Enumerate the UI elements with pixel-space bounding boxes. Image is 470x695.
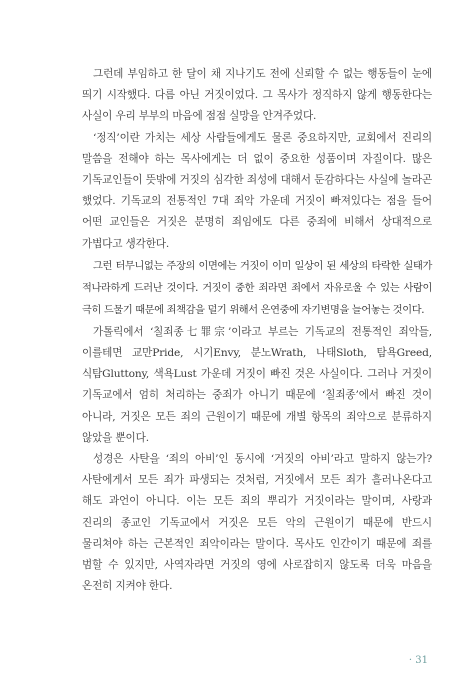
paragraph-5-text: 성경은 사탄을 ‘죄의 아비’인 동시에 ‘거짓의 아비’라고 말하지 않는가? 사탄에게서 모든 죄가 파생되는 것처럼, 거짓에서 모든 죄가 흘러나온다고 해도 과언이 아니다. 이는 모든 죄의 뿌리가 거짓이라는 말이며, 사랑과 진리의 종교인 기독교에서 거짓은 모든 악의 근원이기 때문에 반드시 물리쳐야 하는 근본적인 죄악이라는 말이다. 목사도 인간이기 때문에 죄를 범할 수 있지만, 사역자라면 거짓의 영에 사로잡히지 않도록 더욱 마음을 온전히 지켜야 한다. — [82, 453, 432, 593]
paragraph-3 — [82, 256, 432, 322]
paragraph-1 — [82, 64, 432, 128]
page-number: · 31 — [408, 655, 428, 666]
paragraph-4-text: 가톨릭에서 ‘칠죄종七罪宗’이라고 부르는 기독교의 전통적인 죄악들, 이를테면 교만Pride, 시기Envy, 분노Wrath, 나태Sloth, 탐욕Greed, 식탐Gluttony, 색욕Lust 가운데 거짓이 빠진 것은 사실이다. 그러나 거짓이 기독교에서 엄히 처리하는 중죄가 아니기 때문에 ‘칠죄종’에서 빠진 것이 아니라, 거짓은 모든 죄의 근원이기 때문에 개별 항목의 죄악으로 분류하지 않았을 뿐이다. — [82, 325, 432, 444]
paragraph-2 — [82, 128, 432, 255]
paragraph-5 — [82, 449, 432, 597]
body-text — [82, 64, 432, 597]
paragraph-3-text: 그런 터무니없는 주장의 이면에는 거짓이 이미 일상이 된 세상의 타락한 실태가 적나라하게 드러난 것이다. 거짓이 중한 죄라면 죄에서 자유로울 수 있는 사람이 극히 드물기 때문에 죄책감을 덜기 위해서 은연중에 자기변명을 늘어놓는 것이다. — [82, 260, 433, 316]
paragraph-1-text: 그런데 부임하고 한 달이 채 지나기도 전에 신뢰할 수 없는 행동들이 눈에 띄기 시작했다. 다름 아닌 거짓이었다. 그 목사가 정직하지 않게 행동한다는 사실이 우리 부부의 마음에 점점 실망을 안겨주었다. — [82, 68, 432, 123]
paragraph-4 — [82, 322, 432, 449]
paragraph-2-text: ‘정직’이란 가치는 세상 사람들에게도 물론 중요하지만, 교회에서 진리의 말씀을 전해야 하는 목사에게는 더 없이 중요한 성품이며 자질이다. 많은 기독교인들이 뜻밖에 거짓의 심각한 죄성에 대해서 둔감하다는 사실에 놀라곤 했었다. 기독교의 전통적인 7대 죄악 가운데 거짓이 빠져있다는 점을 들어 어떤 교인들은 거짓은 분명히 죄임에도 다른 중죄에 비해서 상대적으로 가볍다고 생각한다. — [82, 131, 432, 250]
